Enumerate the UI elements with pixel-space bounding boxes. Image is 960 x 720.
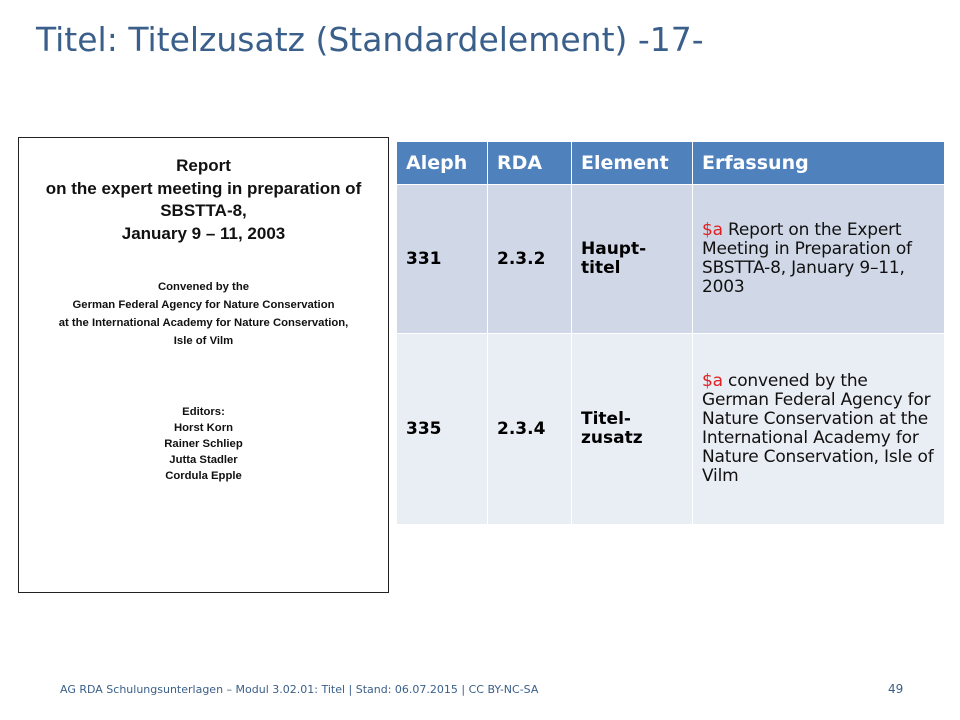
convened-block — [19, 278, 388, 350]
table-row — [397, 185, 945, 334]
report-line: SBSTTA-8, — [160, 201, 247, 220]
subfield-code: $a — [702, 220, 723, 240]
page-number: 49 — [888, 682, 904, 696]
element-line: Haupt- — [581, 239, 647, 259]
convened-line: Isle of Vilm — [173, 335, 234, 347]
title-page-image — [18, 137, 389, 593]
convened-line: Convened by the — [157, 281, 249, 293]
element-cell — [572, 185, 693, 334]
element-line: Titel- — [581, 409, 631, 429]
report-line: January 9 – 11, 2003 — [121, 223, 286, 243]
footer-text: AG RDA Schulungsunterlagen – Modul 3.02.01: Titel | Stand: 06.07.2015 | CC BY-NC-SA — [60, 683, 539, 696]
editors-line: Horst Korn — [174, 422, 233, 434]
rda-cell: 2.3.2 — [488, 185, 572, 334]
element-line: titel — [581, 258, 621, 278]
aleph-cell: 335 — [397, 334, 488, 525]
table-header-row — [397, 142, 945, 185]
report-title-block — [19, 155, 388, 245]
editors-block — [19, 404, 388, 484]
aleph-cell: 331 — [397, 185, 488, 334]
header-erfassung: Erfassung — [693, 142, 945, 185]
erfassung-cell — [693, 334, 945, 525]
editors-line: Cordula Epple — [165, 470, 242, 482]
header-element: Element — [572, 142, 693, 185]
erfassung-value: Report on the Expert Meeting in Preparation of SBSTTA-8, January 9–11, 2003 — [702, 220, 912, 297]
editors-line: Rainer Schliep — [164, 438, 243, 450]
convened-line: at the International Academy for Nature Conservation, — [58, 317, 349, 329]
subfield-code: $a — [702, 371, 723, 391]
report-line: Report — [176, 156, 231, 175]
slide-title: Titel: Titelzusatz (Standardelement) -17- — [36, 20, 704, 59]
editors-line: Jutta Stadler — [169, 454, 238, 466]
element-cell — [572, 334, 693, 525]
editors-line: Editors: — [182, 406, 225, 418]
rda-table — [396, 141, 945, 525]
erfassung-cell — [693, 185, 945, 334]
header-rda: RDA — [488, 142, 572, 185]
header-aleph: Aleph — [397, 142, 488, 185]
element-line: zusatz — [581, 428, 643, 448]
report-line: on the expert meeting in preparation of — [45, 178, 362, 198]
table-row — [397, 334, 945, 525]
rda-cell: 2.3.4 — [488, 334, 572, 525]
convened-line: German Federal Agency for Nature Conservation — [72, 299, 335, 311]
erfassung-value: convened by the German Federal Agency for Nature Conservation at the International Academy for Nature Conservation, Isle of Vilm — [702, 371, 934, 486]
